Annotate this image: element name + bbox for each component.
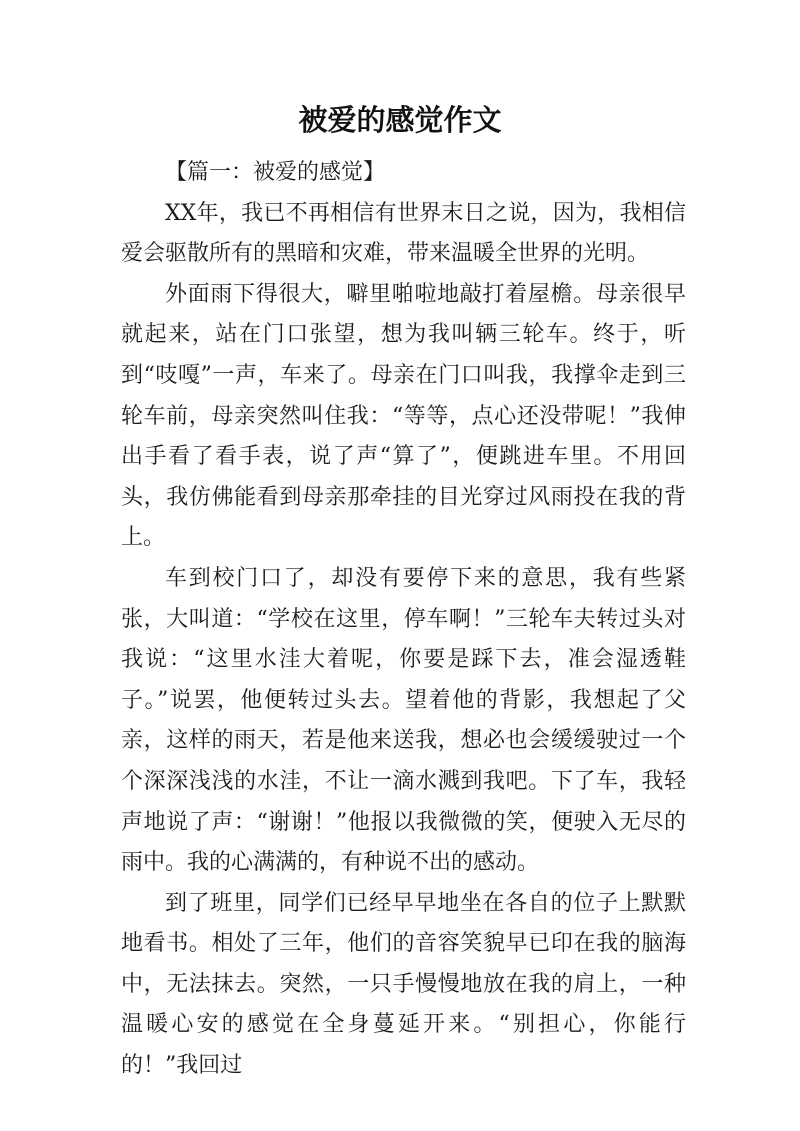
document-body	[121, 153, 686, 1087]
paragraph: 车到校门口了，却没有要停下来的意思，我有些紧张，大叫道：“学校在这里，停车啊！”三轮车夫转过头对我说：“这里水洼大着呢，你要是踩下去，准会湿透鞋子。”说罢，他便转过头去。望着他的背影，我想起了父亲，这样的雨天，若是他来送我，想必也会缓缓驶过一个个深深浅浅的水洼，不让一滴水溅到我吧。下了车，我轻声地说了声：“谢谢！”他报以我微微的笑，便驶入无尽的雨中。我的心满满的，有种说不出的感动。	[121, 565, 686, 876]
paragraph: 外面雨下得很大，噼里啪啦地敲打着屋檐。母亲很早就起来，站在门口张望，想为我叫辆三轮车。终于，听到“吱嘎”一声，车来了。母亲在门口叫我，我撑伞走到三轮车前，母亲突然叫住我：“等等，点心还没带呢！”我伸出手看了看手表，说了声“算了”，便跳进车里。不用回头，我仿佛能看到母亲那牵挂的目光穿过风雨投在我的背上。	[121, 281, 686, 551]
document-title: 被爱的感觉作文	[298, 103, 502, 137]
paragraph: XX年，我已不再相信有世界末日之说，因为，我相信爱会驱散所有的黑暗和灾难，带来温暖全世界的光明。	[121, 200, 686, 267]
section-heading: 【篇一：被爱的感觉】	[165, 160, 386, 185]
paragraph: 到了班里，同学们已经早早地坐在各自的位子上默默地看书。相处了三年，他们的音容笑貌早已印在我的脑海中，无法抹去。突然，一只手慢慢地放在我的肩上，一种温暖心安的感觉在全身蔓延开来。“别担心，你能行的！”我回过	[121, 890, 686, 1079]
